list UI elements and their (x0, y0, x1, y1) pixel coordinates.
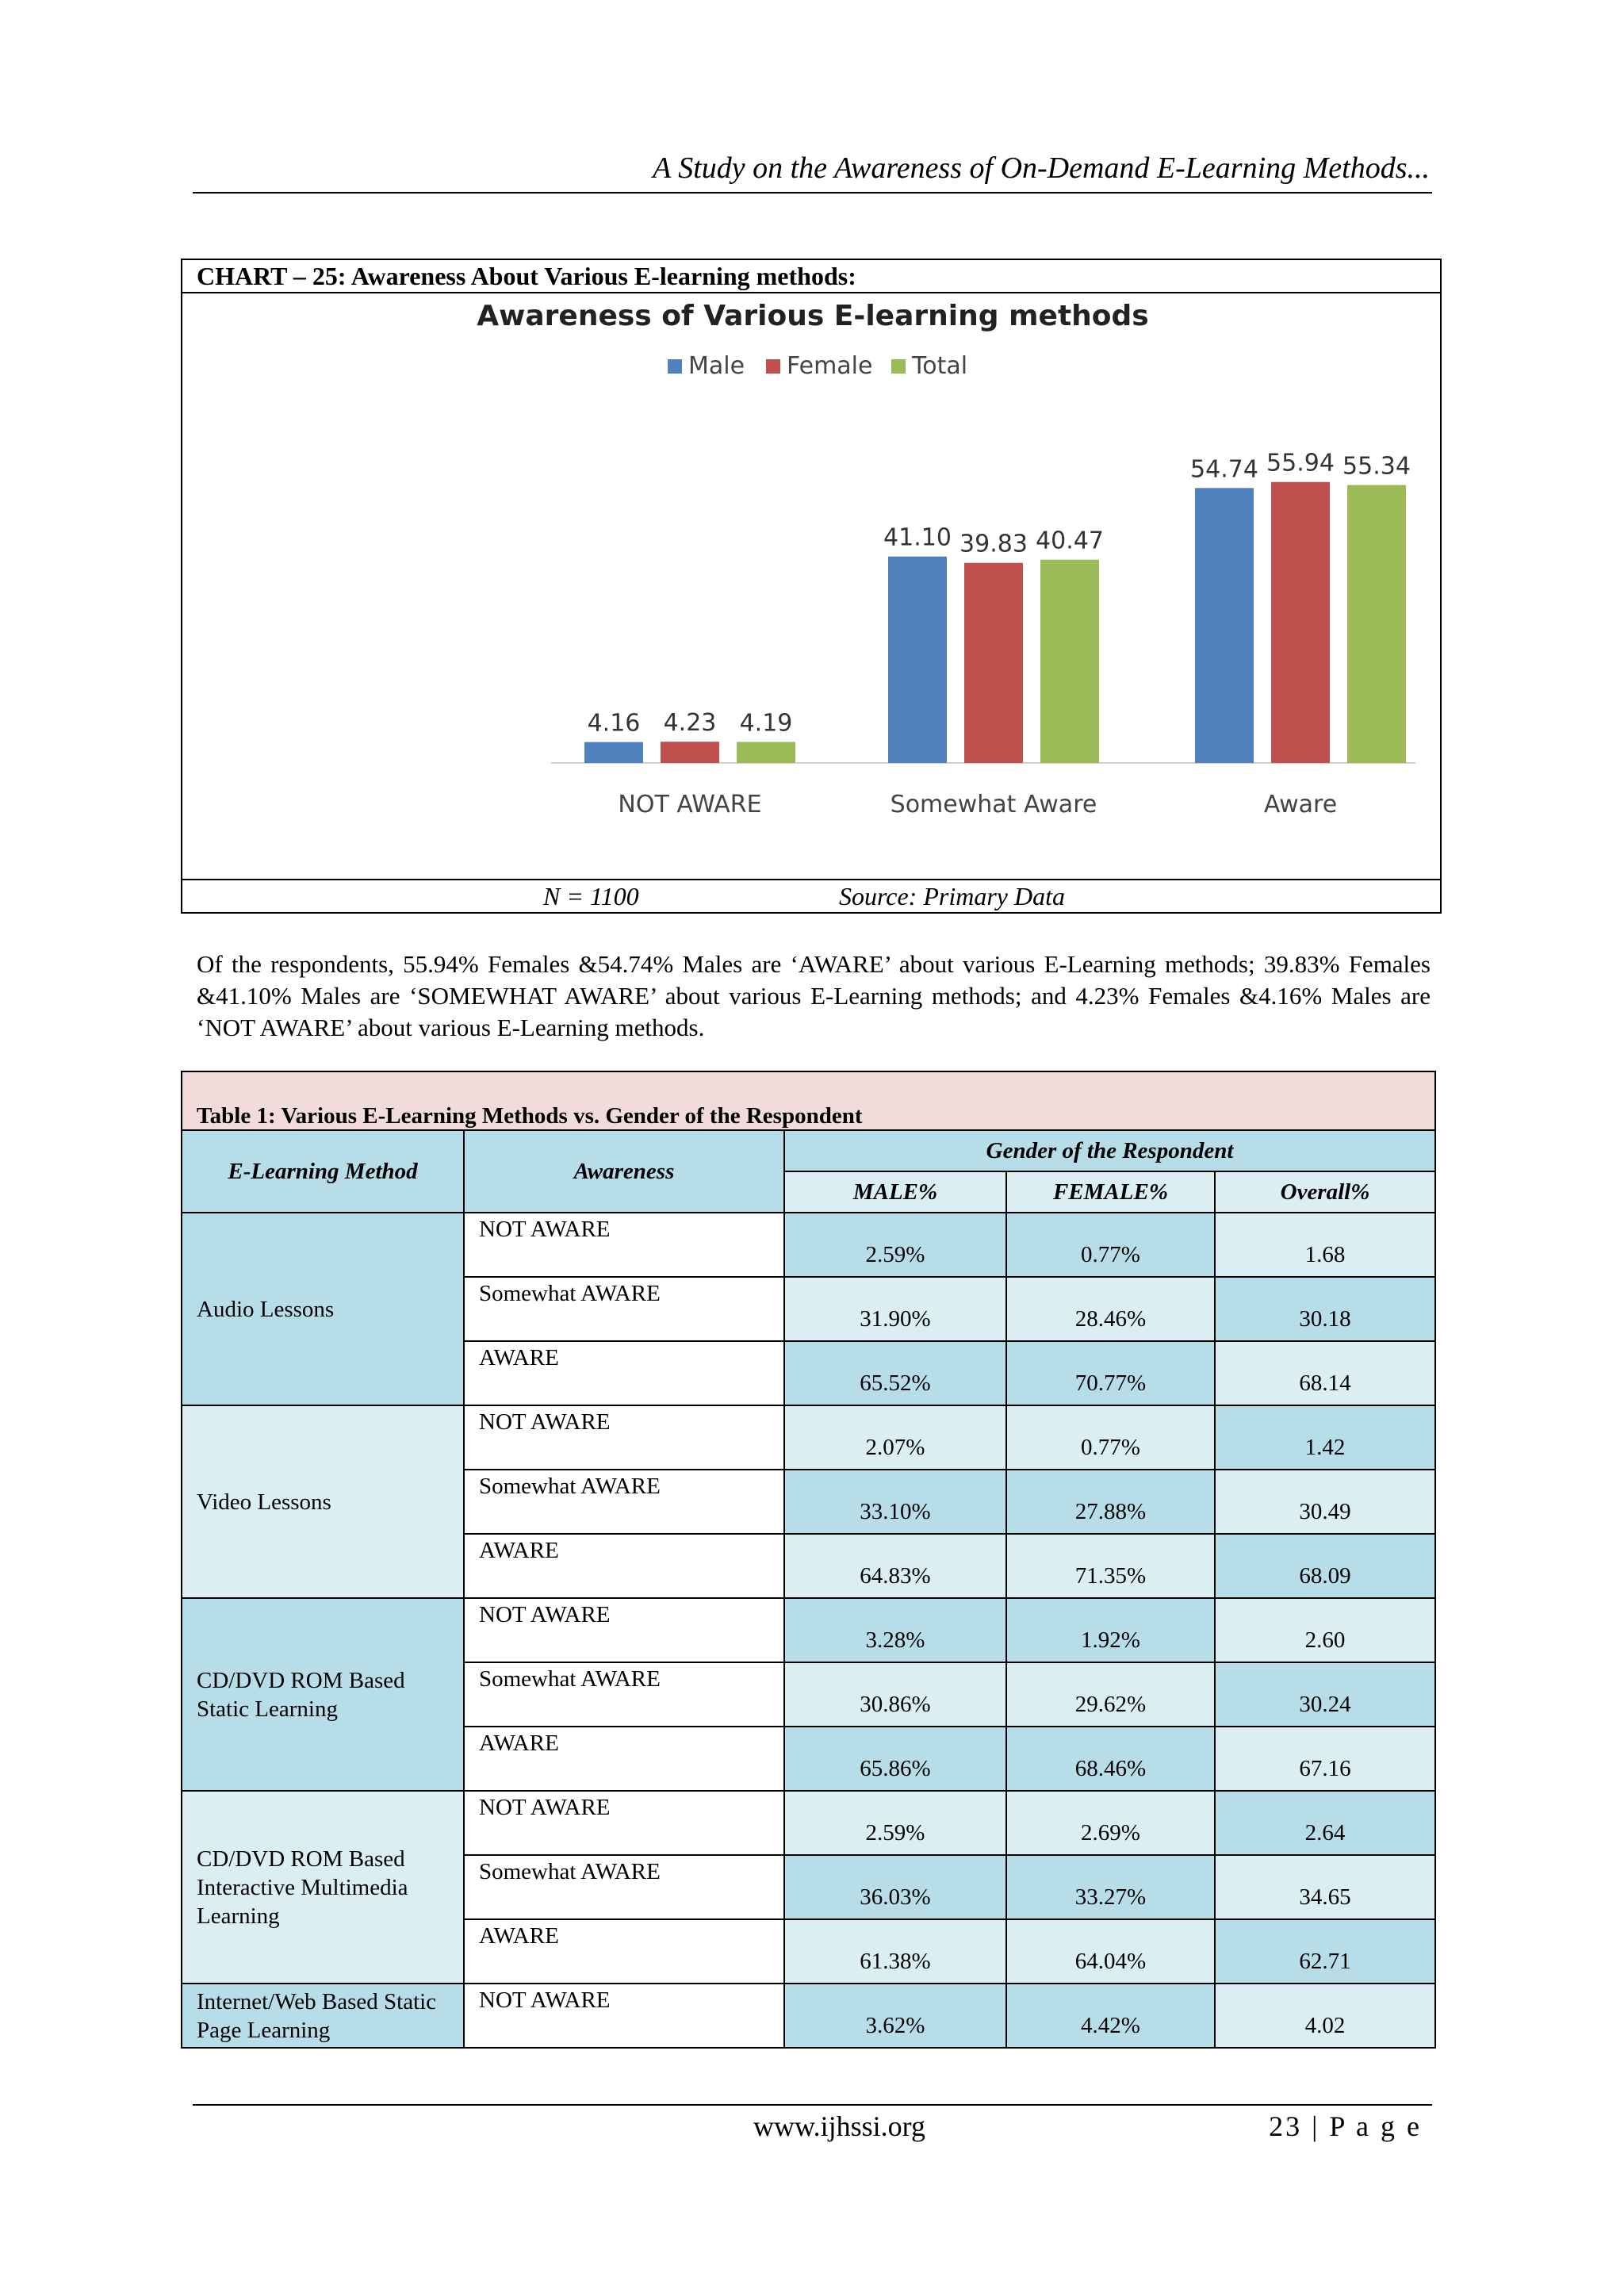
male-cell: 33.10% (784, 1470, 1006, 1534)
bar-male-0 (584, 742, 643, 763)
chart-title: Awareness of Various E-learning methods (477, 300, 1149, 332)
legend-swatch-female (766, 359, 780, 374)
overall-cell: 1.68 (1215, 1213, 1435, 1277)
male-cell: 65.86% (784, 1727, 1006, 1791)
male-cell: 3.62% (784, 1984, 1006, 2048)
body-paragraph: Of the respondents, 55.94% Females &54.74% Males are ‘AWARE’ about various E-Learning methods; 39.83% Females &41.10% Males are ‘SOMEWHAT AWARE’ about various E-Learning methods; and 4.23% Females &4.16% Males are ‘NOT AWARE’ about various E-Learning methods. (197, 950, 1431, 1041)
chart-frame (181, 259, 1442, 914)
header-awareness: Awareness (464, 1130, 784, 1213)
female-cell: 68.46% (1006, 1727, 1215, 1791)
data-label: 4.19 (739, 709, 793, 738)
overall-cell: 34.65 (1215, 1855, 1435, 1919)
bar-total-1 (1040, 560, 1099, 763)
male-cell: 64.83% (784, 1534, 1006, 1598)
awareness-cell: NOT AWARE (464, 1791, 784, 1855)
overall-cell: 30.18 (1215, 1277, 1435, 1341)
legend-label-total: Total (912, 352, 968, 380)
running-header: A Study on the Awareness of On-Demand E-Learning Methods... (653, 151, 1430, 185)
female-cell: 4.42% (1006, 1984, 1215, 2048)
category-label: NOT AWARE (618, 791, 762, 818)
bar-female-1 (964, 563, 1023, 763)
overall-cell: 68.09 (1215, 1534, 1435, 1598)
data-label: 41.10 (883, 523, 952, 552)
category-label: Aware (1263, 791, 1338, 818)
female-cell: 2.69% (1006, 1791, 1215, 1855)
female-cell: 27.88% (1006, 1470, 1215, 1534)
awareness-cell: NOT AWARE (464, 1405, 784, 1470)
header-rule (193, 192, 1432, 194)
female-cell: 33.27% (1006, 1855, 1215, 1919)
awareness-cell: NOT AWARE (464, 1598, 784, 1662)
female-cell: 70.77% (1006, 1341, 1215, 1405)
bar-female-0 (661, 742, 719, 763)
method-cell: CD/DVD ROM Based Static Learning (182, 1598, 464, 1791)
bar-male-1 (888, 557, 947, 763)
data-label: 39.83 (959, 530, 1028, 558)
legend-label-male: Male (688, 352, 745, 380)
data-label: 55.94 (1266, 449, 1335, 477)
male-cell: 30.86% (784, 1662, 1006, 1727)
awareness-cell: NOT AWARE (464, 1213, 784, 1277)
bar-male-2 (1195, 488, 1254, 763)
bar-chart (182, 293, 1440, 880)
data-label: 55.34 (1342, 452, 1411, 481)
male-cell: 3.28% (784, 1598, 1006, 1662)
female-cell: 0.77% (1006, 1405, 1215, 1470)
male-cell: 31.90% (784, 1277, 1006, 1341)
overall-cell: 2.60 (1215, 1598, 1435, 1662)
female-cell: 71.35% (1006, 1534, 1215, 1598)
male-cell: 2.59% (784, 1213, 1006, 1277)
table-row (182, 1405, 1435, 1470)
legend-swatch-male (668, 359, 682, 374)
female-cell: 28.46% (1006, 1277, 1215, 1341)
awareness-cell: Somewhat AWARE (464, 1855, 784, 1919)
male-cell: 2.59% (784, 1791, 1006, 1855)
awareness-cell: Somewhat AWARE (464, 1277, 784, 1341)
footer-rule (193, 2104, 1432, 2106)
male-cell: 2.07% (784, 1405, 1006, 1470)
chart-caption: CHART – 25: Awareness About Various E-learning methods: (182, 260, 1440, 293)
method-cell: CD/DVD ROM Based Interactive Multimedia Learning (182, 1791, 464, 1984)
method-cell: Internet/Web Based Static Page Learning (182, 1984, 464, 2048)
bar-total-0 (737, 742, 795, 763)
data-label: 54.74 (1190, 455, 1258, 484)
overall-cell: 1.42 (1215, 1405, 1435, 1470)
overall-cell: 62.71 (1215, 1919, 1435, 1984)
data-label: 40.47 (1036, 527, 1104, 555)
data-label: 4.23 (663, 709, 717, 738)
awareness-cell: AWARE (464, 1919, 784, 1984)
header-male: MALE% (784, 1171, 1006, 1213)
method-cell: Audio Lessons (182, 1213, 464, 1405)
page-number: 23 | P a g e (1269, 2110, 1422, 2142)
male-cell: 65.52% (784, 1341, 1006, 1405)
header-overall: Overall% (1215, 1171, 1435, 1213)
header-gender: Gender of the Respondent (784, 1130, 1435, 1171)
header-method: E-Learning Method (182, 1130, 464, 1213)
overall-cell: 67.16 (1215, 1727, 1435, 1791)
legend-label-female: Female (787, 352, 873, 380)
data-label: 4.16 (587, 709, 641, 738)
footer-website: www.ijhssi.org (753, 2110, 926, 2142)
data-table (181, 1071, 1434, 2049)
sample-size: N = 1100 (543, 882, 639, 910)
chart-footer (182, 879, 1440, 912)
overall-cell: 4.02 (1215, 1984, 1435, 2048)
table-row (182, 1598, 1435, 1662)
male-cell: 36.03% (784, 1855, 1006, 1919)
awareness-cell: Somewhat AWARE (464, 1662, 784, 1727)
awareness-cell: AWARE (464, 1341, 784, 1405)
overall-cell: 68.14 (1215, 1341, 1435, 1405)
table-row (182, 1791, 1435, 1855)
method-cell: Video Lessons (182, 1405, 464, 1598)
female-cell: 29.62% (1006, 1662, 1215, 1727)
awareness-cell: NOT AWARE (464, 1984, 784, 2048)
legend-swatch-total (891, 359, 906, 374)
table-row (182, 1984, 1435, 2048)
awareness-cell: AWARE (464, 1727, 784, 1791)
female-cell: 0.77% (1006, 1213, 1215, 1277)
awareness-cell: Somewhat AWARE (464, 1470, 784, 1534)
female-cell: 64.04% (1006, 1919, 1215, 1984)
bar-total-2 (1347, 485, 1406, 763)
data-source: Source: Primary Data (839, 882, 1065, 910)
overall-cell: 30.49 (1215, 1470, 1435, 1534)
awareness-cell: AWARE (464, 1534, 784, 1598)
overall-cell: 30.24 (1215, 1662, 1435, 1727)
header-female: FEMALE% (1006, 1171, 1215, 1213)
bar-female-2 (1271, 482, 1330, 763)
table-row (182, 1213, 1435, 1277)
category-label: Somewhat Aware (890, 791, 1097, 818)
table-caption: Table 1: Various E-Learning Methods vs. Gender of the Respondent (182, 1071, 1435, 1130)
overall-cell: 2.64 (1215, 1791, 1435, 1855)
female-cell: 1.92% (1006, 1598, 1215, 1662)
male-cell: 61.38% (784, 1919, 1006, 1984)
